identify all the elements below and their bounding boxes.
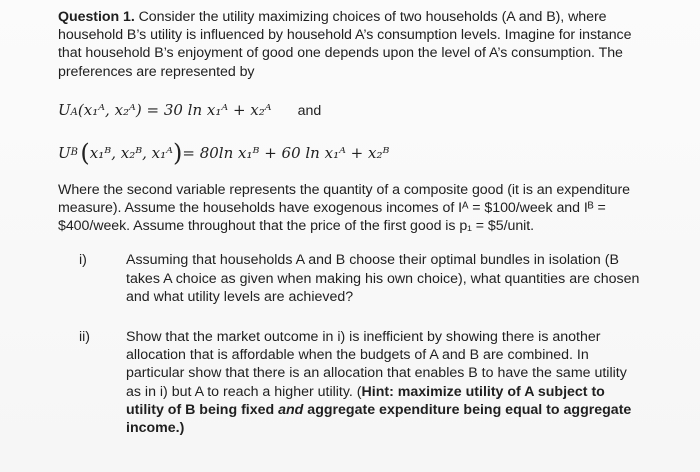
hint-label: Hint [361,383,390,400]
text-part-c: aggregate expenditure being equal to aggregate income.) [126,401,632,437]
question-intro: Consider the utility maximizing choices of two households (A and B), where household B’s utility is influenced by household A’s consumption levels. Imagine for instance that household B’s enjoyment of good one depends upon the level of A’s consumption. The preferences are represented by [58,9,632,80]
assumptions-paragraph: Where the second variable represents the quantity of a composite good (it is an expenditure measure). Assume the households have exogenous incomes of Iᴬ = $100/week and Iᴮ = $400/week. Assume throughout that the price of the first good is p₁ = $5/unit. [58,181,630,235]
sub-question-number: i) [79,252,87,269]
sub-question-i [58,251,640,306]
sub-question-number: ii) [79,329,91,346]
eq2-lhs: U [58,143,71,162]
eq2-rhs: = 80ln x₁ᴮ + 60 ln x₁ᴬ + x₂ᴮ [182,143,390,162]
utility-equation-a: U A (x₁ᴬ, x₂ᴬ) = 30 ln x₁ᴬ + x₂ᴬ and [58,100,322,119]
sub-question-text: Assuming that households A and B choose their optimal bundles in isolation (B takes A choice as given when making his own choice), what quantities are chosen and what utility levels are achieved? [126,252,640,305]
eq1-expression: (x₁ᴬ, x₂ᴬ) = 30 ln x₁ᴬ + x₂ᴬ [77,100,272,119]
sub-question-text [126,328,640,437]
eq1-connector: and [297,102,322,119]
question-label: Question 1. [58,9,135,25]
open-paren: ( [78,138,90,167]
and-word: and [278,401,304,418]
sub-question-ii [58,328,640,437]
question-paragraph [58,8,640,81]
utility-equation-b: U B ( x₁ᴮ, x₂ᴮ, x₁ᴬ ) = 80ln x₁ᴮ + 60 ln x₁ᴬ + x₂ᴮ [58,138,390,167]
close-paren: ) [172,138,183,167]
eq1-lhs: U [58,100,71,119]
text-part-b: : maximize utility of A subject to utility of B being fixed [126,383,605,418]
eq2-args: x₁ᴮ, x₂ᴮ, x₁ᴬ [89,143,173,162]
text-part-a: Show that the market outcome in i) is inefficient by showing there is another allocation that is affordable when the budgets of A and B are combined. In particular show that there is an allocation that enables B to have the same utility as in i) but A to reach a higher utility. ( [126,329,627,400]
